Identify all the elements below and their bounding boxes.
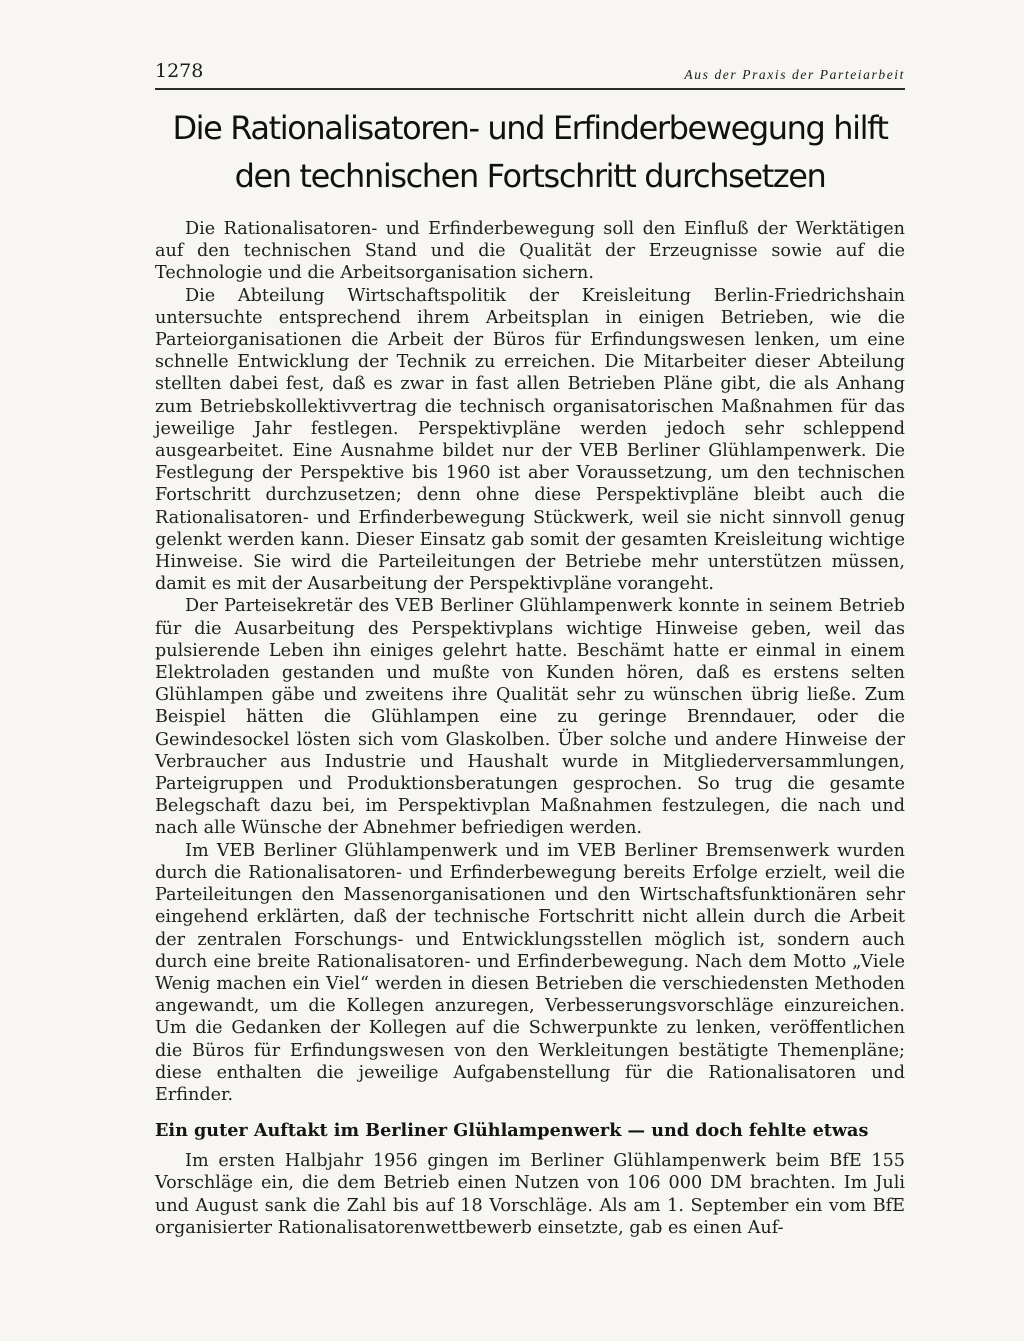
paragraph-4: Im VEB Berliner Glühlampenwerk und im VEB Berliner Bremsenwerk wurden durch die Rationalisatoren- und Erfinderbewegung bereits Erfolge erzielt, weil die Parteileitungen den Massenorganisationen und den Wirtschaftsfunktionären sehr eingehend erklärten, daß der technische Fortschritt nicht allein durch die Arbeit der zentralen Forschungs- und Entwicklungsstellen möglich ist, sondern auch durch eine breite Rationalisatoren- und Erfinderbewegung. Nach dem Motto „Viele Wenig machen ein Viel“ werden in diesen Betrieben die verschiedensten Methoden angewandt, um die Kollegen anzuregen, Verbesserungsvorschläge einzureichen. Um die Gedanken der Kollegen auf die Schwerpunkte zu lenken, veröffentlichen die Büros für Erfindungswesen von den Werkleitungen bestätigte Themenpläne; diese enthalten die jeweilige Aufgabenstellung für die Rationalisatoren und Erfinder. bbox=[155, 840, 905, 1105]
section-title: Aus der Praxis der Parteiarbeit bbox=[684, 67, 905, 82]
section-subheading: Ein guter Auftakt im Berliner Glühlampenwerk — und doch fehlte etwas bbox=[155, 1120, 869, 1142]
running-header bbox=[155, 58, 905, 90]
article-title-line-1: Die Rationalisatoren- und Erfinderbewegung hilft bbox=[172, 109, 888, 147]
article-title-line-2: den technischen Fortschritt durchsetzen bbox=[234, 157, 826, 195]
article-title bbox=[155, 104, 905, 200]
paragraph-1: Die Rationalisatoren- und Erfinderbewegung soll den Einfluß der Werktätigen auf den technischen Stand und die Qualität der Erzeugnisse sowie auf die Technologie und die Arbeitsorganisation sichern. bbox=[155, 219, 905, 284]
document-page bbox=[155, 58, 905, 1239]
paragraph-2: Die Abteilung Wirtschaftspolitik der Kreisleitung Berlin-Friedrichshain untersuchte entsprechend ihrem Arbeitsplan in einigen Betrieben, wie die Parteiorganisationen die Arbeit der Büros für Erfindungswesen lenken, um eine schnelle Entwicklung der Technik zu erreichen. Die Mitarbeiter dieser Abteilung stellten dabei fest, daß es zwar in fast allen Betrieben Pläne gibt, die als Anhang zum Betriebskollektivvertrag die technisch organisatorischen Maßnahmen für das jeweilige Jahr festlegen. Perspektivpläne werden jedoch sehr schleppend ausgearbeitet. Eine Ausnahme bildet nur der VEB Berliner Glühlampenwerk. Die Festlegung der Perspektive bis 1960 ist aber Voraussetzung, um den technischen Fortschritt durchzusetzen; denn ohne diese Perspektivpläne bleibt auch die Rationalisatoren- und Erfinderbewegung Stückwerk, weil sie nicht sinnvoll genug gelenkt werden kann. Dieser Einsatz gab somit der gesamten Kreisleitung wichtige Hinweise. Sie wird die Parteileitungen der Betriebe mehr unterstützen müssen, damit es mit der Ausarbeitung der Perspektivpläne vorangeht. bbox=[155, 285, 905, 595]
paragraph-5: Im ersten Halbjahr 1956 gingen im Berliner Glühlampenwerk beim BfE 155 Vorschläge ein, die dem Betrieb einen Nutzen von 106 000 DM brachten. Im Juli und August sank die Zahl bis auf 18 Vorschläge. Als am 1. September ein vom BfE organisierter Rationalisatorenwettbewerb einsetzte, gab es einen Auf- bbox=[155, 1151, 905, 1238]
article-body bbox=[155, 218, 905, 1239]
paragraph-3: Der Parteisekretär des VEB Berliner Glühlampenwerk konnte in seinem Betrieb für die Ausarbeitung des Perspektivplans wichtige Hinweise geben, weil das pulsierende Leben ihn einiges gelehrt hatte. Beschämt hatte er einmal in einem Elektroladen gestanden und mußte von Kunden hören, daß es erstens selten Glühlampen gäbe und zweitens ihre Qualität sehr zu wünschen übrig ließe. Zum Beispiel hätten die Glühlampen eine zu geringe Brenndauer, oder die Gewindesockel lösten sich vom Glaskolben. Über solche und andere Hinweise der Verbraucher aus Industrie und Haushalt wurde in Mitgliederversammlungen, Parteigruppen und Produktionsberatungen gesprochen. So trug die gesamte Belegschaft dazu bei, im Perspektivplan Maßnahmen festzulegen, die nach und nach alle Wünsche der Abnehmer befriedigen werden. bbox=[155, 596, 905, 839]
page-number: 1278 bbox=[155, 60, 204, 82]
